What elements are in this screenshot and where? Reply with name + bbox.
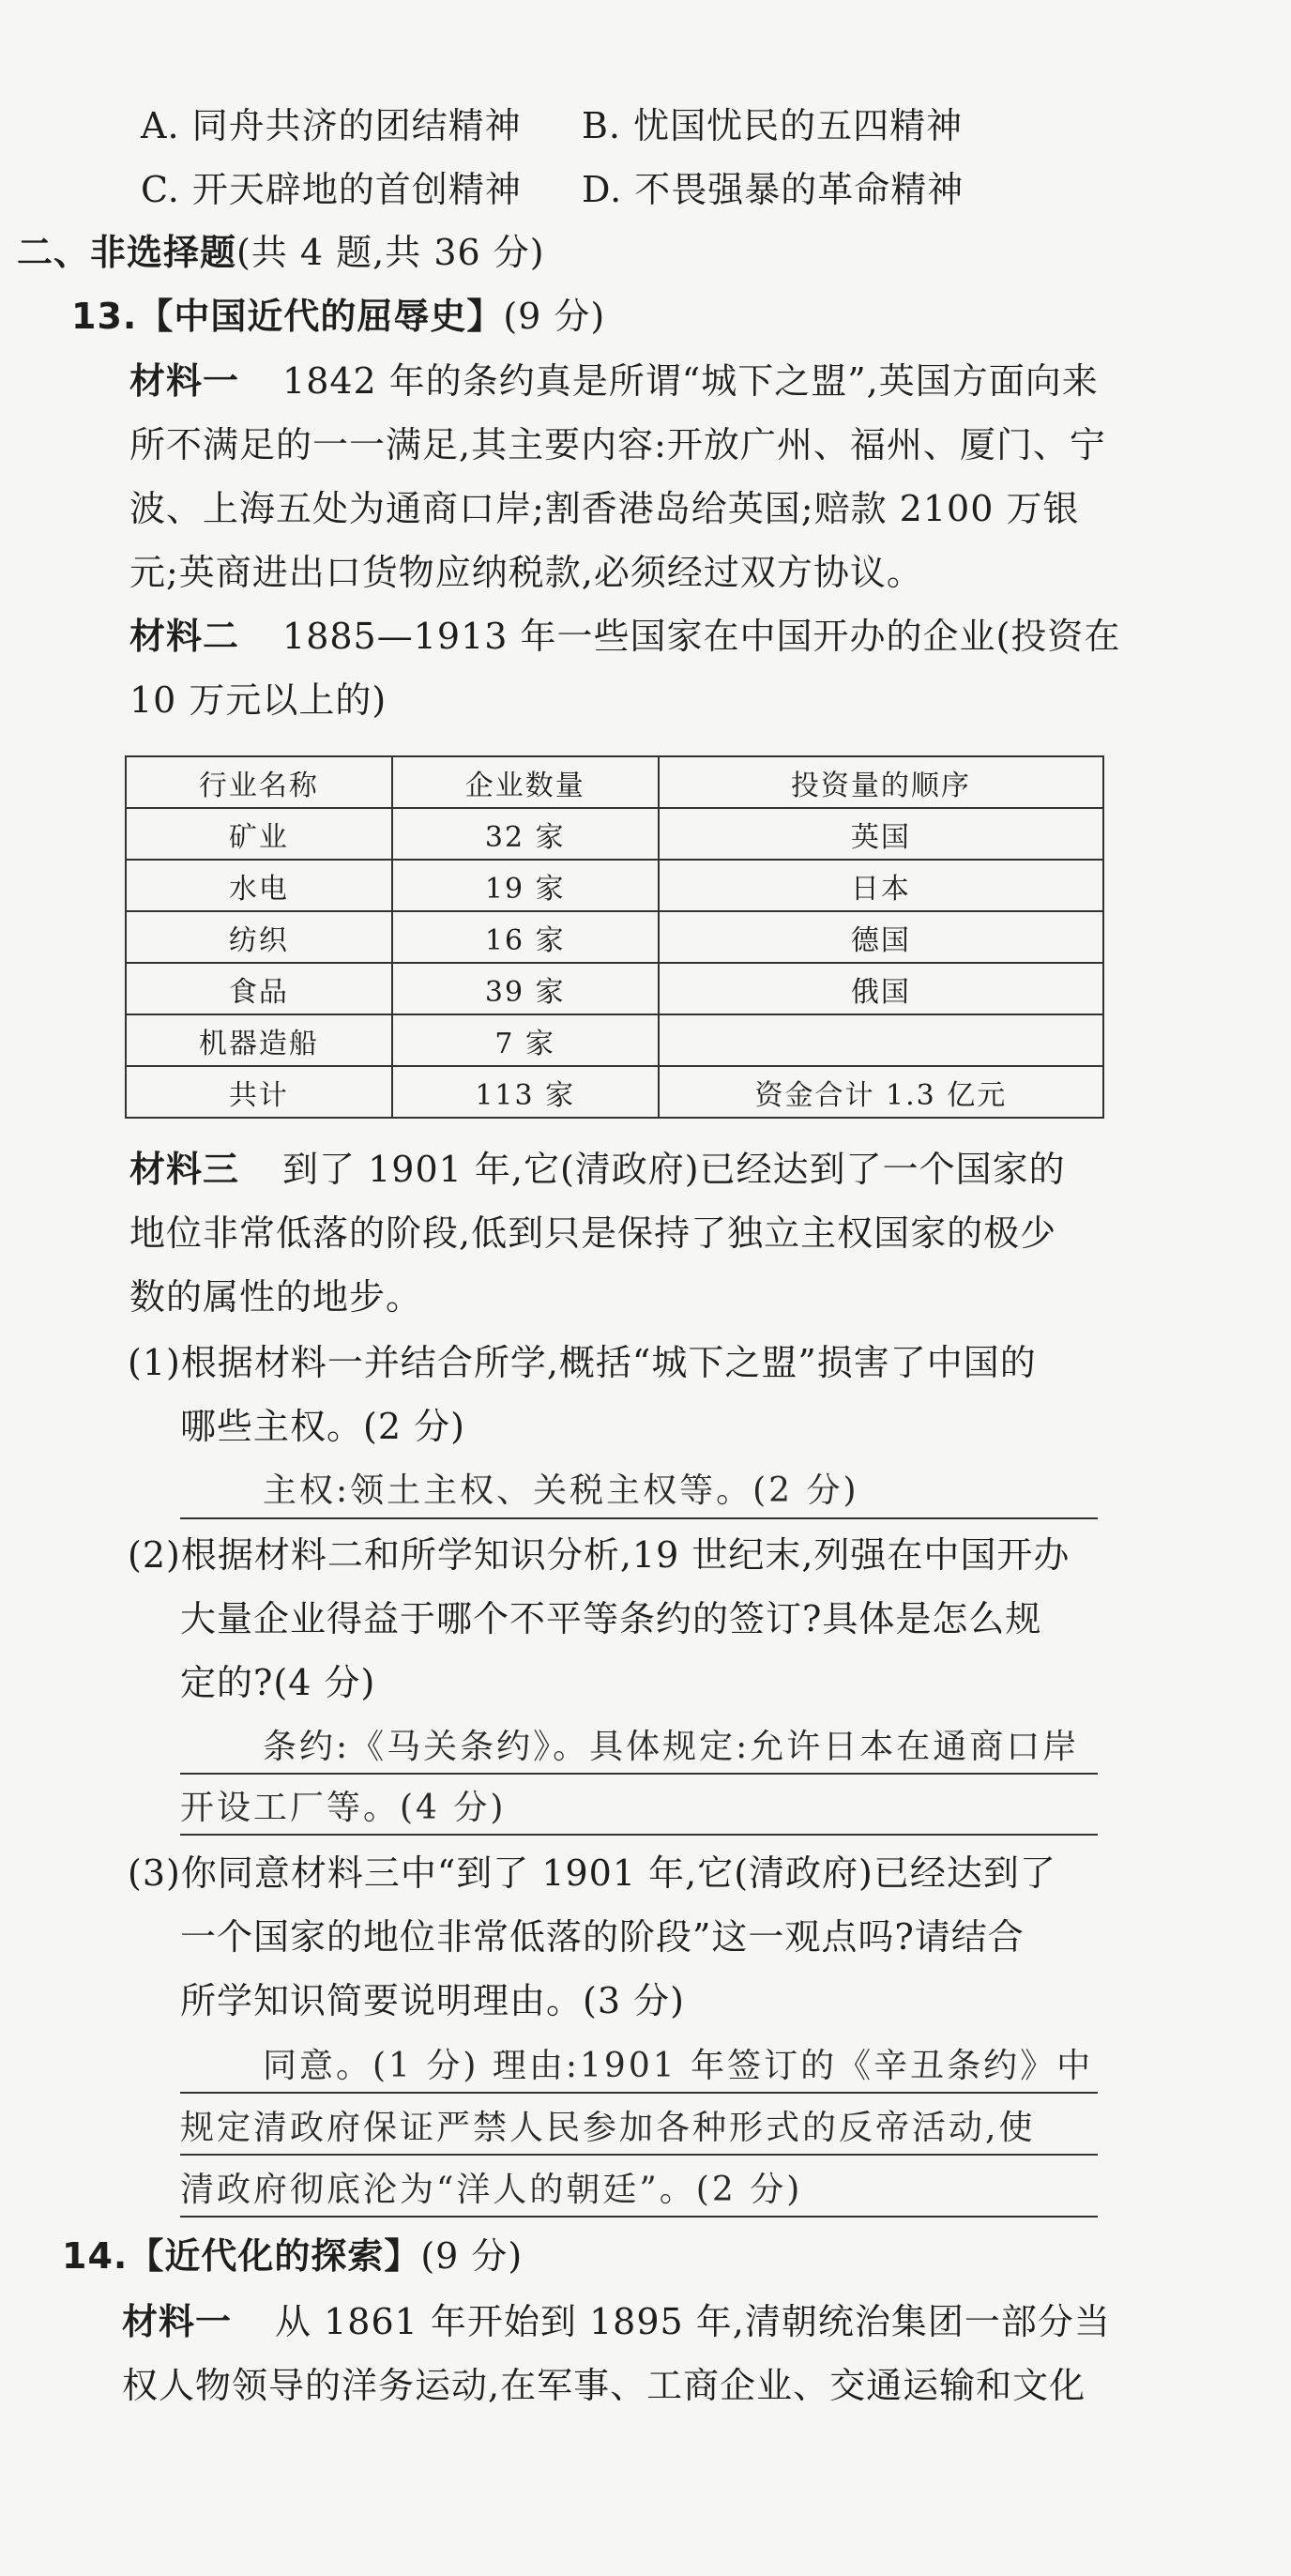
table-row <box>126 963 1103 1014</box>
table-cell: 机器造船 <box>126 1014 392 1066</box>
q13-m2-text-1: 10 万元以上的) <box>129 679 387 721</box>
answer-underline <box>180 1773 1098 1775</box>
table-row <box>126 911 1103 963</box>
question-13-title: 【中国近代的屈辱史】 <box>137 296 504 337</box>
q13-material-3-label: 材料三 <box>129 1149 240 1190</box>
table-cell: 纺织 <box>126 911 392 963</box>
q13-m1-text-1: 所不满足的一一满足,其主要内容:开放广州、福州、厦门、宁 <box>129 424 1106 465</box>
q14-m1-text-1: 权人物领导的洋务运动,在军事、工商企业、交通运输和文化 <box>122 2365 1086 2406</box>
q13-material-1-line-1 <box>129 358 1099 404</box>
table-cell: 资金合计 1.3 亿元 <box>659 1066 1103 1118</box>
table-row <box>126 808 1103 860</box>
section-heading <box>17 230 545 275</box>
q13-sub3-line-1: (3)你同意材料三中“到了 1901 年,它(清政府)已经达到了 <box>128 1852 1056 1894</box>
q13-m1-text-0: 1842 年的条约真是所谓“城下之盟”,英国方面向来 <box>282 360 1099 402</box>
q13-m3-text-0: 到了 1901 年,它(清政府)已经达到了一个国家的 <box>282 1149 1066 1190</box>
q13-material-1-label: 材料一 <box>129 360 240 402</box>
section-title: 二、非选择题 <box>17 232 237 273</box>
answer-underline <box>180 1517 1098 1519</box>
q13-m1-text-3: 元;英商进出口货物应纳税款,必须经过双方协议。 <box>129 552 923 593</box>
q14-material-1-label: 材料一 <box>122 2301 233 2342</box>
section-meta: (共 4 题,共 36 分) <box>236 232 545 273</box>
q13-answer-2-line-2: 开设工厂等。(4 分) <box>180 1789 507 1827</box>
q13-material-3-line-1 <box>129 1147 1066 1192</box>
question-14-number: 14. <box>62 2235 129 2277</box>
table-cell: 19 家 <box>392 860 659 911</box>
table-cell: 水电 <box>126 860 392 911</box>
q13-answer-3-line-2: 规定清政府保证严禁人民参加各种形式的反帝活动,使 <box>180 2109 1036 2147</box>
table-cell: 矿业 <box>126 808 392 860</box>
q13-answer-2-line-1: 条约:《马关条约》。具体规定:允许日本在通商口岸 <box>263 1728 1080 1766</box>
enterprise-table <box>125 755 1104 1119</box>
question-14-title: 【近代化的探索】 <box>128 2235 421 2277</box>
option-d: D. 不畏强暴的革命精神 <box>582 169 964 210</box>
q13-material-2-line-1 <box>129 614 1120 659</box>
question-13-heading <box>71 294 605 339</box>
q13-sub3-line-2: 一个国家的地位非常低落的阶段”这一观点吗?请结合 <box>180 1916 1025 1958</box>
table-cell: 113 家 <box>392 1066 659 1118</box>
table-header: 企业数量 <box>392 756 659 808</box>
table-row <box>126 860 1103 911</box>
table-cell: 16 家 <box>392 911 659 963</box>
question-13-score: (9 分) <box>503 296 606 337</box>
q13-answer-3-line-1: 同意。(1 分) 理由:1901 年签订的《辛丑条约》中 <box>263 2047 1094 2085</box>
question-14-score: (9 分) <box>420 2235 524 2277</box>
q13-sub2-line-3: 定的?(4 分) <box>180 1662 376 1703</box>
q13-m2-text-0: 1885—1913 年一些国家在中国开办的企业(投资在 <box>282 616 1121 657</box>
table-cell: 食品 <box>126 963 392 1014</box>
table-cell: 32 家 <box>392 808 659 860</box>
answer-underline <box>180 2216 1098 2218</box>
q13-m3-text-1: 地位非常低落的阶段,低到只是保持了独立主权国家的极少 <box>129 1212 1057 1254</box>
answer-underline <box>180 1834 1098 1836</box>
question-14-heading <box>62 2233 523 2279</box>
answer-underline <box>180 2154 1098 2156</box>
table-row <box>126 1014 1103 1066</box>
q13-sub2-line-1: (2)根据材料二和所学知识分析,19 世纪末,列强在中国开办 <box>128 1534 1071 1576</box>
table-row <box>126 1066 1103 1118</box>
q13-answer-1: 主权:领土主权、关税主权等。(2 分) <box>263 1471 859 1510</box>
q14-m1-text-0: 从 1861 年开始到 1895 年,清朝统治集团一部分当 <box>275 2301 1111 2342</box>
table-header: 行业名称 <box>126 756 392 808</box>
table-cell: 德国 <box>659 911 1103 963</box>
table-cell: 日本 <box>659 860 1103 911</box>
table-header-row <box>126 756 1103 808</box>
option-b: B. 忧国忧民的五四精神 <box>582 105 964 146</box>
question-13-number: 13. <box>71 296 138 337</box>
q13-sub3-line-3: 所学知识简要说明理由。(3 分) <box>180 1980 685 2021</box>
table-cell: 39 家 <box>392 963 659 1014</box>
table-cell: 7 家 <box>392 1014 659 1066</box>
table-cell: 共计 <box>126 1066 392 1118</box>
q13-sub1-line-2: 哪些主权。(2 分) <box>180 1406 465 1447</box>
q13-answer-3-line-3: 清政府彻底沦为“洋人的朝廷”。(2 分) <box>180 2171 803 2209</box>
q13-sub1-line-1: (1)根据材料一并结合所学,概括“城下之盟”损害了中国的 <box>128 1342 1037 1383</box>
q13-sub2-line-2: 大量企业得益于哪个不平等条约的签订?具体是怎么规 <box>180 1598 1042 1639</box>
option-c: C. 开天辟地的首创精神 <box>141 169 522 210</box>
q13-material-2-label: 材料二 <box>129 616 240 657</box>
option-a: A. 同舟共济的团结精神 <box>141 105 522 146</box>
table-cell: 俄国 <box>659 963 1103 1014</box>
q13-m1-text-2: 波、上海五处为通商口岸;割香港岛给英国;赔款 2100 万银 <box>129 488 1080 529</box>
q13-m3-text-2: 数的属性的地步。 <box>129 1276 423 1318</box>
table-cell <box>659 1014 1103 1066</box>
answer-underline <box>180 2092 1098 2094</box>
table-cell: 英国 <box>659 808 1103 860</box>
q14-material-1-line-1 <box>122 2299 1111 2344</box>
table-header: 投资量的顺序 <box>659 756 1103 808</box>
